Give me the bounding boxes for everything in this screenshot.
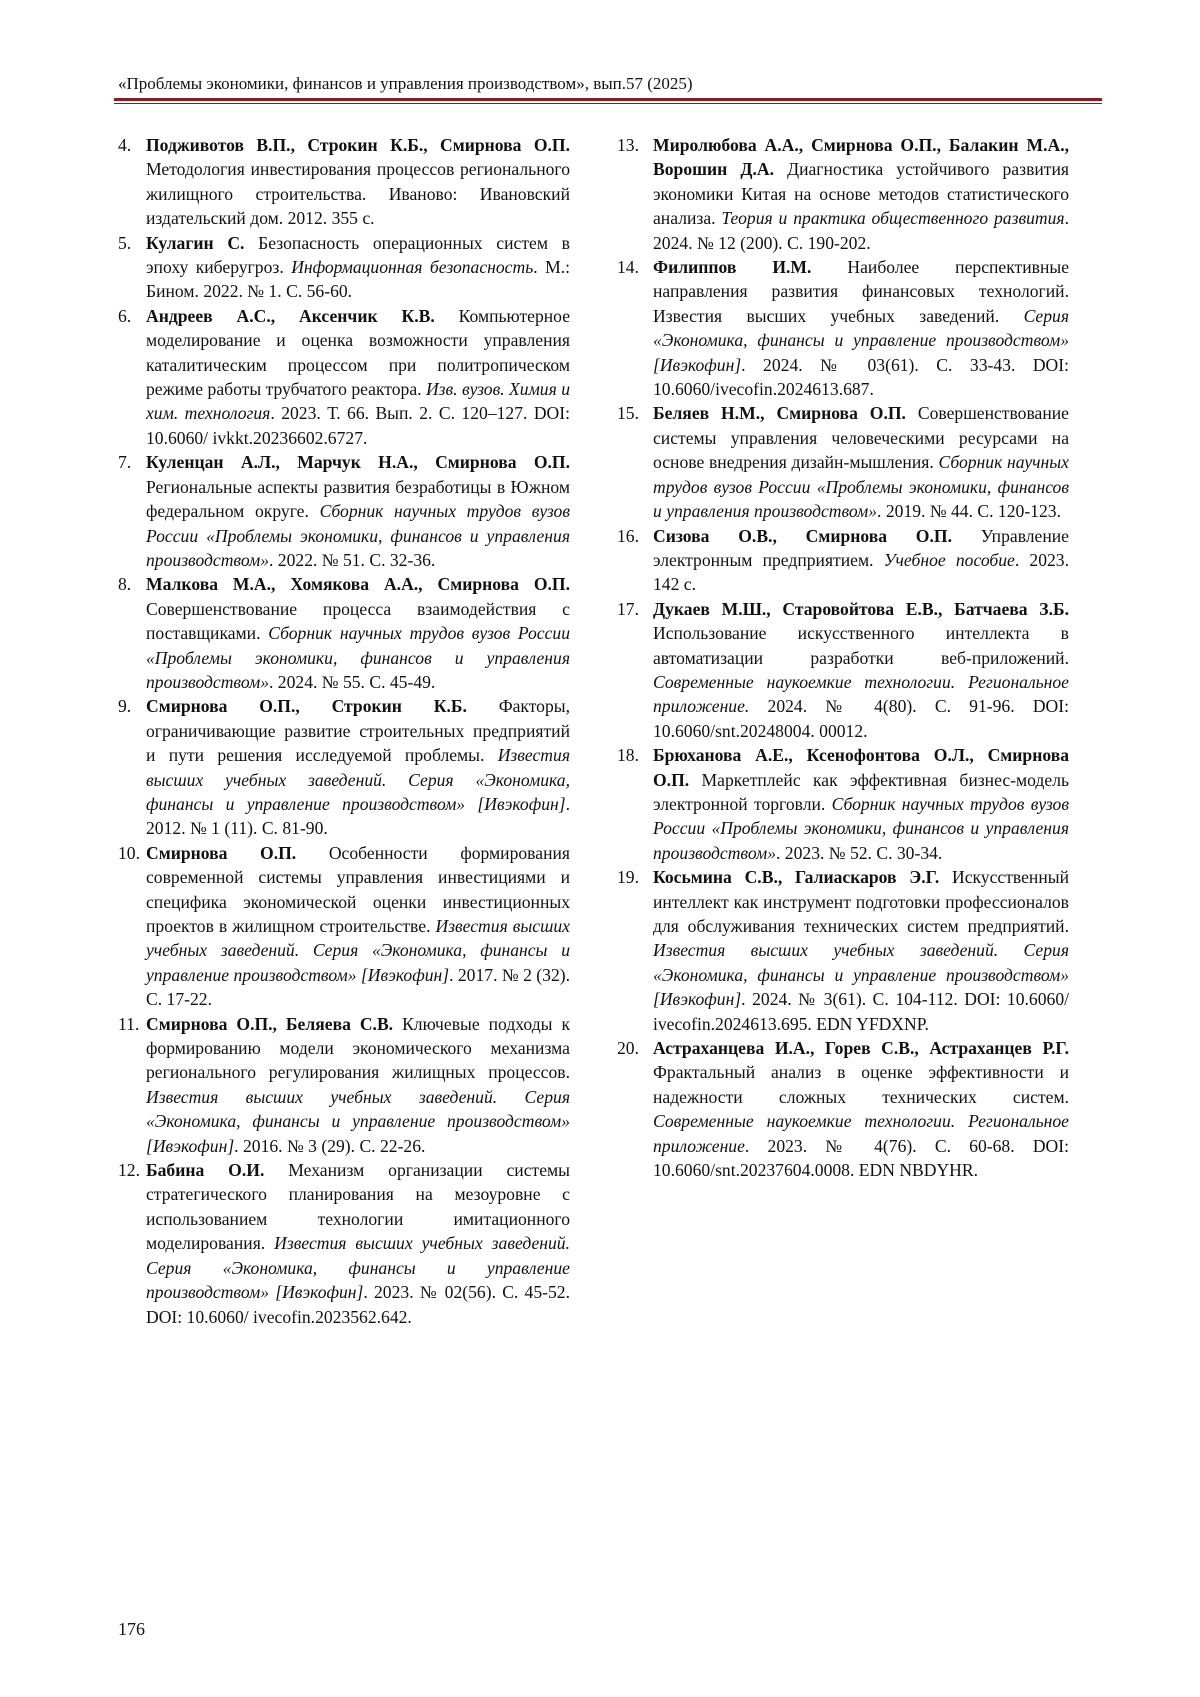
reference-authors: Кулагин С. (146, 232, 245, 253)
reference-details: . 2019. № 44. С. 120-123. (877, 501, 1061, 522)
reference-item (118, 841, 570, 1012)
reference-number: 10. (118, 842, 140, 863)
reference-details: . 2024. № 12 (200). С. 190-202. (653, 208, 1069, 253)
reference-text (146, 572, 570, 694)
reference-item (617, 524, 1069, 597)
reference-authors: Брюханова А.Е., Ксенофонтова О.Л., Смирнова О.П. (653, 745, 1069, 790)
reference-number: 16. (617, 525, 639, 546)
reference-authors: Андреев А.С., Аксенчик К.В. (146, 305, 435, 326)
reference-journal: Известия высших учебных заведений. Серия «Экономика, финансы и управление производством» [Ивэкофин] (146, 1086, 570, 1156)
reference-number: 13. (617, 135, 639, 155)
reference-item (118, 304, 570, 450)
reference-details: . 2023. № 4(76). С. 60-68. DOI: 10.6060/snt.20237604.0008. EDN NBDYHR. (653, 1135, 1069, 1181)
reference-number: 6. (118, 305, 132, 326)
reference-number: 20. (617, 1038, 639, 1059)
running-header: «Проблемы экономики, финансов и управления производством», вып.57 (2025) (118, 74, 693, 93)
reference-item (118, 572, 570, 694)
header-rule-thick (114, 98, 1102, 101)
reference-text (653, 401, 1069, 523)
reference-item (617, 255, 1069, 401)
reference-item (617, 401, 1069, 523)
reference-authors: Малкова М.А., Хомякова А.А., Смирнова О.П. (146, 574, 570, 595)
reference-number: 19. (617, 867, 639, 888)
header-rule-thin (114, 103, 1102, 104)
reference-number: 17. (617, 598, 639, 619)
reference-number: 15. (617, 403, 639, 424)
references-column-left (118, 133, 570, 1329)
reference-item (118, 231, 570, 304)
references-column-right (617, 133, 1069, 1182)
reference-item (118, 694, 570, 840)
reference-details: . М.: Бином. 2022. № 1. С. 56-60. (146, 257, 571, 302)
reference-number: 7. (118, 452, 132, 473)
reference-journal: Современные наукоемкие технологии. Региональное приложение. (653, 671, 1069, 717)
reference-details: 2024. № 4(80). С. 91-96. DOI: 10.6060/snt.20248004. 00012. (653, 696, 1069, 741)
reference-authors: Смирнова О.П. (146, 842, 297, 863)
reference-journal: Сборник научных трудов вузов России «Проблемы экономики, финансов и управления производством» (146, 501, 570, 570)
reference-item (118, 133, 570, 231)
reference-text (146, 133, 570, 231)
reference-details: . 2012. № 1 (11). С. 81-90. (146, 793, 570, 839)
reference-journal: Известия высших учебных заведений. Серия «Экономика, финансы и управление производством» [Ивэкофин] (146, 916, 570, 985)
reference-title: Совершенствование системы управления человеческими ресурсами на основе внедрения дизайн-мышления. (653, 403, 1069, 473)
reference-details: . 2024. № 55. С. 45-49. (269, 671, 436, 692)
reference-journal: Учебное пособие (883, 549, 1015, 570)
reference-journal: Известия высших учебных заведений. Серия «Экономика, финансы и управление производством» [Ивэкофин] (146, 1233, 570, 1303)
reference-item (617, 865, 1069, 1036)
reference-journal: Известия высших учебных заведений. Серия «Экономика, финансы и управление производством» [Ивэкофин] (146, 745, 570, 814)
reference-journal: Информационная безопасность (291, 257, 534, 278)
reference-title: Особенности формирования современной системы управления инвестициями и специфика экономической оценки инвестиционных проектов в жилищном строительстве. (146, 842, 570, 936)
reference-authors: Дукаев М.Ш., Старовойтова Е.В., Батчаева З.Б. (653, 598, 1069, 619)
reference-journal: Серия «Экономика, финансы и управление производством» [Ивэкофин] (653, 305, 1069, 375)
reference-text (653, 524, 1069, 597)
reference-text (146, 841, 570, 1012)
reference-journal: Известия высших учебных заведений. Серия «Экономика, финансы и управление производством» [Ивэкофин] (653, 940, 1069, 1010)
reference-title: Ключевые подходы к формированию модели экономического механизма регионального регулирования жилищных процессов. (146, 1013, 571, 1083)
reference-authors: Астраханцева И.А., Горев С.В., Астраханцев Р.Г. (653, 1038, 1069, 1059)
reference-text (653, 1036, 1069, 1182)
reference-details: . 2024. № 03(61). С. 33-43. DOI: 10.6060/ivecofin.2024613.687. (653, 354, 1069, 400)
reference-item (617, 597, 1069, 743)
reference-details: . 2017. № 2 (32). С. 17-22. (146, 964, 571, 1010)
reference-details: . 2023. № 02(56). С. 45-52. DOI: 10.6060/ ivecofin.2023562.642. (146, 1282, 570, 1327)
reference-journal: Теория и практика общественного развития (721, 208, 1065, 229)
reference-title: Использование искусственного интеллекта в автоматизации разработки веб-приложений. (653, 623, 1069, 668)
reference-item (118, 450, 570, 572)
reference-title: Искусственный интеллект как инструмент подготовки профессионалов для обслуживания технических систем предприятий. (653, 867, 1069, 936)
reference-title: Фрактальный анализ в оценке эффективности и надежности сложных технических систем. (653, 1062, 1069, 1107)
reference-details: . 2016. № 3 (29). С. 22-26. (234, 1135, 426, 1156)
reference-authors: Бабина О.И. (146, 1160, 265, 1181)
reference-number: 14. (617, 257, 639, 278)
reference-details: . 2023. № 52. С. 30-34. (776, 842, 943, 863)
reference-number: 11. (118, 1013, 140, 1034)
reference-title: Механизм организации системы стратегического планирования на мезоуровне с использованием технологии имитационного моделирования. (146, 1160, 570, 1254)
reference-item (118, 1012, 570, 1158)
reference-text (146, 231, 570, 304)
reference-authors: Смирнова О.П., Беляева С.В. (146, 1013, 394, 1034)
reference-authors: Куленцан А.Л., Марчук Н.А., Смирнова О.П. (146, 452, 570, 473)
reference-authors: Миролюбова А.А., Смирнова О.П., Балакин М.А., Ворошин Д.А. (653, 135, 1069, 180)
reference-authors: Косьмина С.В., Галиаскаров Э.Г. (653, 867, 940, 888)
reference-journal: Сборник научных трудов вузов России «Проблемы экономики, финансов и управления производством» (146, 623, 570, 692)
reference-number: 18. (617, 745, 639, 766)
reference-text (653, 597, 1069, 743)
reference-number: 5. (118, 232, 132, 253)
reference-text (653, 133, 1069, 255)
reference-text (146, 1012, 570, 1158)
page-number: 176 (118, 1619, 145, 1639)
reference-number: 8. (118, 574, 132, 595)
reference-journal: Сборник научных трудов вузов России «Проблемы экономики, финансов и управления производством» (653, 793, 1069, 863)
reference-journal: Сборник научных трудов вузов России «Проблемы экономики, финансов и управления производством» (653, 452, 1069, 522)
reference-title: Наиболее перспективные направления развития финансовых технологий. Известия высших учебных заведений. (653, 257, 1069, 326)
reference-text (146, 1158, 570, 1329)
reference-number: 4. (118, 135, 132, 155)
reference-title: Компьютерное моделирование и оценка возможности управления каталитическим процессом при политропическом режиме работы трубчатого реактора. (146, 305, 571, 400)
reference-text (653, 743, 1069, 865)
reference-item (118, 1158, 570, 1329)
reference-details: . 2023. 142 с. (653, 549, 1070, 595)
reference-item (617, 1036, 1069, 1182)
reference-details: . 2024. № 3(61). С. 104-112. DOI: 10.6060/ ivecofin.2024613.695. EDN YFDXNP. (653, 989, 1069, 1034)
reference-authors: Сизова О.В., Смирнова О.П. (653, 525, 952, 546)
reference-title: Безопасность операционных систем в эпоху киберугроз. (146, 232, 570, 278)
reference-authors: Беляев Н.М., Смирнова О.П. (653, 403, 906, 424)
reference-text (146, 304, 570, 450)
reference-title: Управление электронным предприятием. (653, 525, 1069, 570)
reference-journal: Современные наукоемкие технологии. Региональное приложение (653, 1111, 1069, 1156)
reference-text (146, 450, 570, 572)
reference-title: Методология инвестирования процессов регионального жилищного строительства. Иваново: Ивановский издательский дом. 2012. 355 с. (146, 159, 570, 229)
reference-authors: Филиппов И.М. (653, 257, 812, 278)
reference-number: 9. (118, 696, 132, 717)
reference-text (653, 255, 1069, 401)
reference-authors: Подживотов В.П., Строкин К.Б., Смирнова О.П. (146, 135, 570, 155)
reference-title: Факторы, ограничивающие развитие строительных предприятий и пути решения исследуемой проблемы. (146, 696, 570, 766)
reference-text (653, 865, 1069, 1036)
reference-journal: Изв. вузов. Химия и хим. технология (146, 379, 570, 424)
reference-details: . 2023. Т. 66. Вып. 2. С. 120–127. DOI: 10.6060/ ivkkt.20236602.6727. (146, 403, 570, 448)
reference-item (617, 743, 1069, 865)
reference-title: Региональные аспекты развития безработицы в Южном федеральном округе. (146, 476, 570, 522)
reference-title: Маркетплейс как эффективная бизнес-модель электронной торговли. (653, 769, 1069, 814)
reference-authors: Смирнова О.П., Строкин К.Б. (146, 696, 467, 717)
reference-item (617, 133, 1069, 255)
reference-number: 12. (118, 1160, 140, 1181)
reference-text (146, 694, 570, 840)
reference-details: . 2022. № 51. С. 32-36. (269, 549, 436, 570)
reference-title: Диагностика устойчивого развития экономики Китая на основе методов статистического анализа. (653, 159, 1069, 229)
reference-title: Совершенствование процесса взаимодействия с поставщиками. (146, 598, 570, 644)
